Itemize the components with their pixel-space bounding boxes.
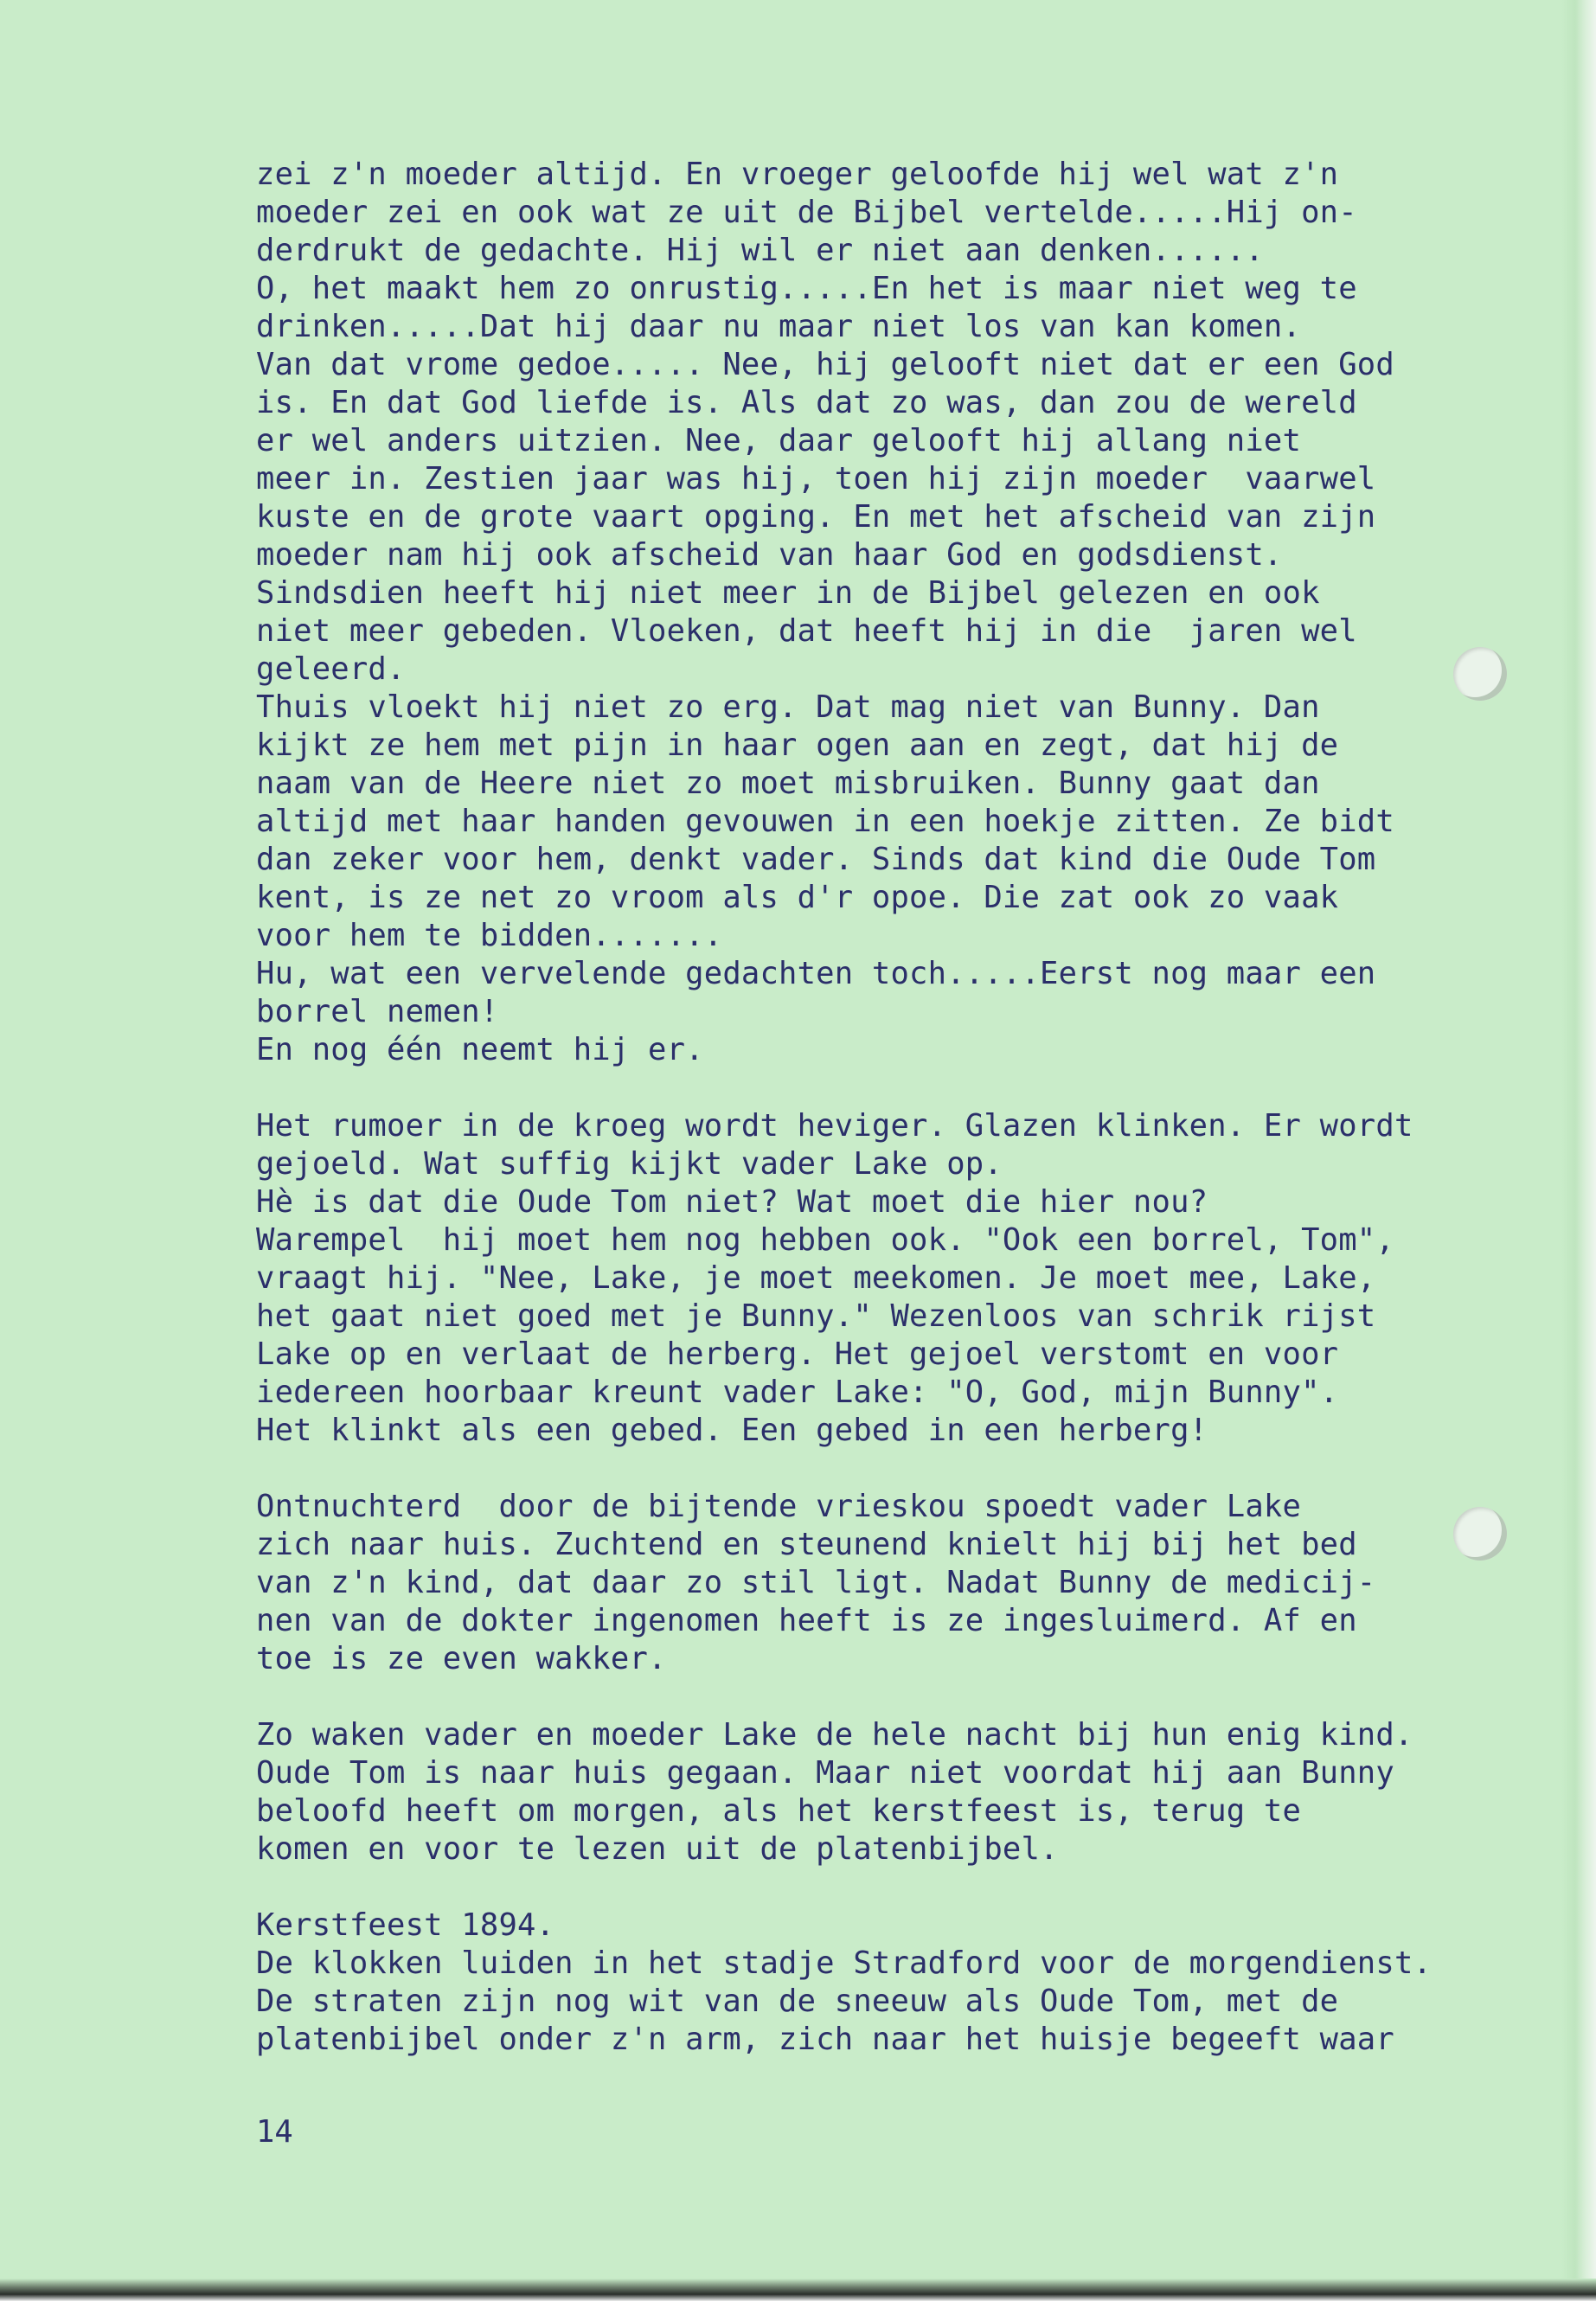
text-line: De straten zijn nog wit van de sneeuw als Oude Tom, met de <box>256 1984 1339 2019</box>
paragraph <box>256 1907 1484 2059</box>
text-line: beloofd heeft om morgen, als het kerstfeest is, terug te <box>256 1793 1302 1829</box>
paragraph-gap <box>256 1450 1484 1488</box>
text-line: Lake op en verlaat de herberg. Het gejoel verstomt en voor <box>256 1336 1339 1372</box>
text-line: toe is ze even wakker. <box>256 1641 667 1676</box>
paragraph <box>256 1488 1484 1678</box>
text-line: nen van de dokter ingenomen heeft is ze ingesluimerd. Af en <box>256 1603 1357 1638</box>
text-line: gejoeld. Wat suffig kijkt vader Lake op. <box>256 1146 1003 1182</box>
paragraph-gap <box>256 1069 1484 1107</box>
text-line: Hu, wat een vervelende gedachten toch.....Eerst nog maar een <box>256 956 1376 991</box>
text-line: drinken.....Dat hij daar nu maar niet los van kan komen. <box>256 309 1302 344</box>
text-line: En nog één neemt hij er. <box>256 1032 704 1067</box>
text-line: er wel anders uitzien. Nee, daar gelooft hij allang niet <box>256 423 1302 458</box>
text-line: De klokken luiden in het stadje Stradford voor de morgendienst. <box>256 1945 1433 1981</box>
text-line: komen en voor te lezen uit de platenbijbel. <box>256 1831 1059 1867</box>
text-line: Thuis vloekt hij niet zo erg. Dat mag niet van Bunny. Dan <box>256 689 1320 725</box>
text-line: kent, is ze net zo vroom als d'r opoe. Die zat ook zo vaak <box>256 880 1339 915</box>
text-line: iedereen hoorbaar kreunt vader Lake: "O, God, mijn Bunny". <box>256 1375 1339 1410</box>
text-line: Warempel hij moet hem nog hebben ook. "Ook een borrel, Tom", <box>256 1222 1394 1258</box>
text-line: O, het maakt hem zo onrustig.....En het is maar niet weg te <box>256 271 1357 306</box>
text-line: voor hem te bidden....... <box>256 918 723 953</box>
text-line: derdrukt de gedachte. Hij wil er niet aan denken...... <box>256 233 1264 268</box>
text-line: altijd met haar handen gevouwen in een hoekje zitten. Ze bidt <box>256 804 1394 839</box>
paragraph <box>256 1107 1484 1450</box>
text-line: borrel nemen! <box>256 994 499 1029</box>
text-line: Van dat vrome gedoe..... Nee, hij gelooft niet dat er een God <box>256 347 1394 382</box>
text-line: het gaat niet goed met je Bunny." Wezenloos van schrik rijst <box>256 1298 1376 1334</box>
page-right-edge <box>1561 0 1596 2301</box>
text-line: kuste en de grote vaart opging. En met het afscheid van zijn <box>256 499 1376 535</box>
paragraph-gap <box>256 1868 1484 1907</box>
text-line: vraagt hij. "Nee, Lake, je moet meekomen. Je moet mee, Lake, <box>256 1260 1376 1296</box>
text-line: naam van de Heere niet zo moet misbruiken. Bunny gaat dan <box>256 766 1320 801</box>
text-line: meer in. Zestien jaar was hij, toen hij zijn moeder vaarwel <box>256 461 1376 497</box>
text-line: platenbijbel onder z'n arm, zich naar het huisje begeeft waar <box>256 2022 1394 2057</box>
paragraph <box>256 1716 1484 1868</box>
page-number: 14 <box>256 2114 293 2150</box>
page-bottom-edge <box>0 2279 1596 2301</box>
paragraph-gap <box>256 1678 1484 1716</box>
text-line: zei z'n moeder altijd. En vroeger geloofde hij wel wat z'n <box>256 157 1339 192</box>
text-line: Het klinkt als een gebed. Een gebed in een herberg! <box>256 1413 1208 1448</box>
text-line: Zo waken vader en moeder Lake de hele nacht bij hun enig kind. <box>256 1717 1413 1753</box>
text-line: moeder nam hij ook afscheid van haar God en godsdienst. <box>256 537 1283 573</box>
text-line: kijkt ze hem met pijn in haar ogen aan en zegt, dat hij de <box>256 727 1339 763</box>
body-text <box>256 156 1484 2059</box>
text-line: Het rumoer in de kroeg wordt heviger. Glazen klinken. Er wordt <box>256 1108 1413 1144</box>
text-line: Oude Tom is naar huis gegaan. Maar niet voordat hij aan Bunny <box>256 1755 1394 1791</box>
text-line: zich naar huis. Zuchtend en steunend knielt hij bij het bed <box>256 1527 1357 1562</box>
text-line: Ontnuchterd door de bijtende vrieskou spoedt vader Lake <box>256 1489 1302 1524</box>
text-line: van z'n kind, dat daar zo stil ligt. Nadat Bunny de medicij- <box>256 1565 1376 1600</box>
text-line: dan zeker voor hem, denkt vader. Sinds dat kind die Oude Tom <box>256 842 1376 877</box>
text-line: moeder zei en ook wat ze uit de Bijbel vertelde.....Hij on- <box>256 195 1357 230</box>
text-line: is. En dat God liefde is. Als dat zo was, dan zou de wereld <box>256 385 1357 420</box>
paragraph <box>256 156 1484 1069</box>
text-line: Hè is dat die Oude Tom niet? Wat moet die hier nou? <box>256 1184 1208 1220</box>
text-line: Sindsdien heeft hij niet meer in de Bijbel gelezen en ook <box>256 575 1320 611</box>
text-line: Kerstfeest 1894. <box>256 1907 555 1943</box>
text-line: niet meer gebeden. Vloeken, dat heeft hij in die jaren wel <box>256 613 1357 649</box>
text-line: geleerd. <box>256 651 406 687</box>
